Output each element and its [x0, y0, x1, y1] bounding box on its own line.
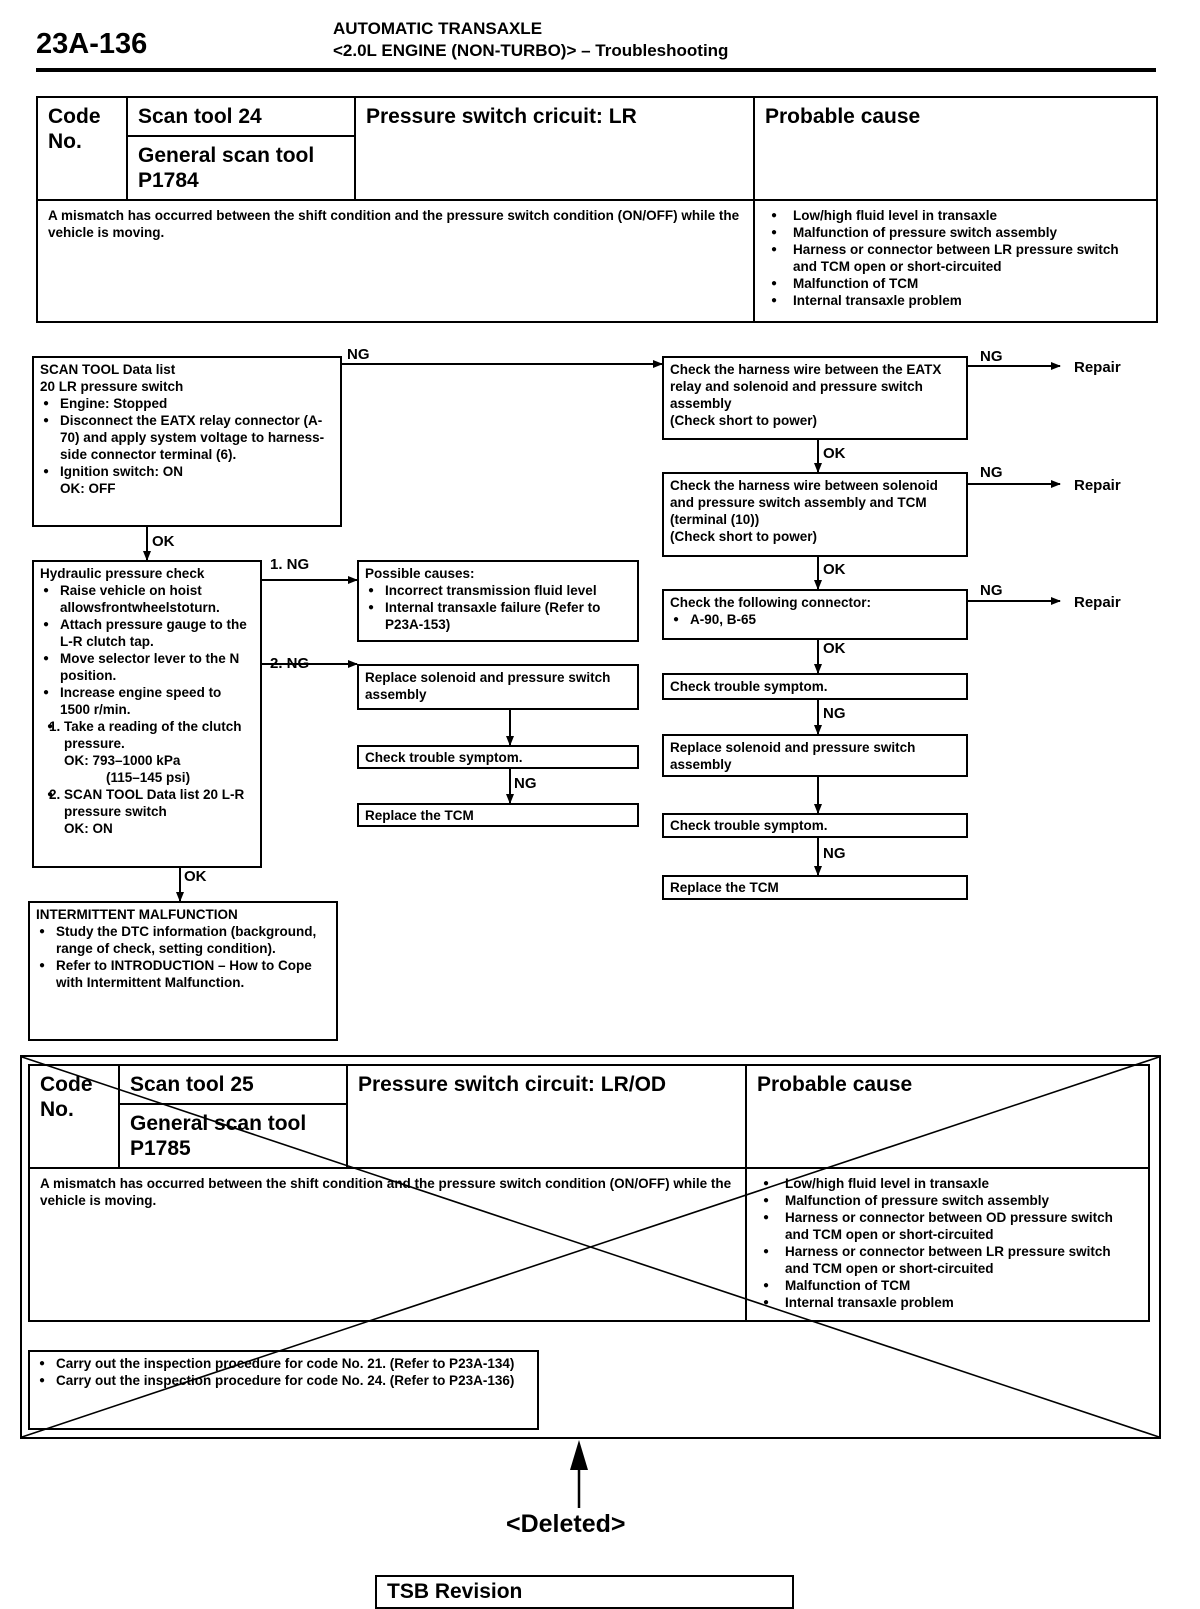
r6-ng-label: NG	[823, 845, 846, 862]
possible-item: ● Incorrect transmission fluid level	[385, 582, 631, 599]
intermittent-title: INTERMITTENT MALFUNCTION	[36, 907, 238, 922]
dtc24-code-label: Code No.	[37, 97, 127, 200]
dtc24-cause: ● Low/high fluid level in transaxle	[793, 207, 1146, 224]
hyd-ok-label: OK	[184, 868, 207, 885]
dtc25-condition: A mismatch has occurred between the shift condition and the pressure switch condition (ON/OFF) while the vehicle is moving.	[29, 1168, 746, 1321]
hyd-ng2-label: 2. NG	[270, 655, 310, 672]
dtc25-cause: ● Internal transaxle problem	[785, 1294, 1138, 1311]
possible-item: ● Internal transaxle failure (Refer to P23A-153)	[385, 599, 631, 633]
r1-ng-label: NG	[980, 348, 1003, 365]
hyd-item: ● Move selector lever to the N position.	[60, 650, 254, 684]
dtc25-procedure: ● Carry out the inspection procedure for code No. 24. (Refer to P23A-136)	[56, 1372, 531, 1389]
hyd-item: ● Raise vehicle on hoist allowsfrontwheelstoturn.	[60, 582, 254, 616]
dtc25-scan-tool: Scan tool 25	[119, 1065, 347, 1104]
hyd-step1-ok: OK: 793–1000 kPa	[64, 753, 181, 768]
dtc25-cause: ● Harness or connector between OD pressure switch and TCM open or short-circuited	[785, 1209, 1138, 1243]
r2-ng-label: NG	[980, 464, 1003, 481]
dtc25-circuit: Pressure switch circuit: LR/OD	[347, 1065, 746, 1168]
dtc24-cause: ● Harness or connector between LR pressure switch and TCM open or short-circuited	[793, 241, 1146, 275]
dtc25-cause: ● Malfunction of pressure switch assembly	[785, 1192, 1138, 1209]
dtc24-scan-tool: Scan tool 24	[127, 97, 355, 136]
r4-ng-label: NG	[823, 705, 846, 722]
r2-text: Check the harness wire between solenoid and pressure switch assembly and TCM (terminal (10))	[670, 478, 938, 527]
possible-title: Possible causes:	[365, 566, 475, 581]
dtc25-cause: ● Low/high fluid level in transaxle	[785, 1175, 1138, 1192]
r1-ok-label: OK	[823, 445, 846, 462]
intermittent-item: ● Refer to INTRODUCTION – How to Cope with Intermittent Malfunction.	[56, 957, 330, 991]
dtc25-procedure: ● Carry out the inspection procedure for code No. 21. (Refer to P23A-134)	[56, 1355, 531, 1372]
dtc24-circuit: Pressure switch cricuit: LR	[355, 97, 754, 200]
r3-repair-label: Repair	[1074, 594, 1121, 611]
scan-item: ● Ignition switch: ON	[60, 463, 334, 480]
dtc24-cause: ● Malfunction of TCM	[793, 275, 1146, 292]
scan-ok-value: OK: OFF	[60, 481, 116, 496]
dtc25-general-scan-tool: General scan tool P1785	[119, 1104, 347, 1168]
r2b-text: (Check short to power)	[670, 529, 818, 544]
hyd-step1-ok2: (115–145 psi)	[106, 770, 191, 785]
dtc24-cause: ● Internal transaxle problem	[793, 292, 1146, 309]
r3-ng-label: NG	[980, 582, 1003, 599]
scan-item: ● Engine: Stopped	[60, 395, 334, 412]
hyd-ng1-label: 1. NG	[270, 556, 310, 573]
header-title-line2: <2.0L ENGINE (NON-TURBO)> – Troubleshooting	[333, 41, 729, 60]
dtc24-probable-cause-title: Probable cause	[754, 97, 1157, 200]
dtc25-probable-cause-title: Probable cause	[746, 1065, 1149, 1168]
r3-item: ● A-90, B-65	[690, 611, 960, 628]
header-title-line1: AUTOMATIC TRANSAXLE	[333, 19, 543, 38]
r3-ok-label: OK	[823, 640, 846, 657]
scan-line2: 20 LR pressure switch	[40, 379, 184, 394]
hyd-title: Hydraulic pressure check	[40, 566, 205, 581]
r3-text: Check the following connector:	[670, 595, 872, 610]
scan-ok-label: OK	[152, 533, 175, 550]
dtc25-cause: ● Harness or connector between LR pressure switch and TCM open or short-circuited	[785, 1243, 1138, 1277]
r5-text: Replace solenoid and pressure switch assembly	[670, 740, 916, 772]
r4-text: Check trouble symptom.	[670, 679, 828, 694]
check-mid-text: Check trouble symptom.	[365, 750, 523, 765]
scan-ng-label: NG	[347, 346, 370, 363]
tcm-mid-text: Replace the TCM	[365, 808, 474, 823]
hyd-step2: SCAN TOOL Data list 20 L-R pressure switch	[64, 787, 245, 819]
hyd-item: ● Increase engine speed to 1500 r/min.	[60, 684, 254, 718]
dtc24-condition: A mismatch has occurred between the shift condition and the pressure switch condition (ON/OFF) while the vehicle is moving.	[37, 200, 754, 322]
intermittent-item: ● Study the DTC information (background, range of check, setting condition).	[56, 923, 330, 957]
hyd-item: ● Attach pressure gauge to the L-R clutch tap.	[60, 616, 254, 650]
replace-mid-text: Replace solenoid and pressure switch assembly	[365, 670, 611, 702]
hyd-step2-ok: OK: ON	[64, 821, 113, 836]
r1b-text: (Check short to power)	[670, 413, 818, 428]
scan-item: ● Disconnect the EATX relay connector (A-70) and apply system voltage to harness-side connector terminal (6).	[60, 412, 334, 463]
deleted-label: <Deleted>	[506, 1510, 626, 1538]
r1-text: Check the harness wire between the EATX relay and solenoid and pressure switch assembly	[670, 362, 942, 411]
r2-repair-label: Repair	[1074, 477, 1121, 494]
dtc24-general-scan-tool: General scan tool P1784	[127, 136, 355, 200]
r7-text: Replace the TCM	[670, 880, 779, 895]
r6-text: Check trouble symptom.	[670, 818, 828, 833]
scan-title: SCAN TOOL Data list	[40, 362, 176, 377]
dtc25-cause: ● Malfunction of TCM	[785, 1277, 1138, 1294]
r1-repair-label: Repair	[1074, 359, 1121, 376]
dtc24-cause: ● Malfunction of pressure switch assembly	[793, 224, 1146, 241]
dtc25-code-label: Code No.	[29, 1065, 119, 1168]
page-number: 23A-136	[36, 28, 148, 60]
r2-ok-label: OK	[823, 561, 846, 578]
hyd-step1: Take a reading of the clutch pressure.	[64, 719, 242, 751]
deleted-arrow-head	[570, 1440, 588, 1470]
check-mid-ng-label: NG	[514, 775, 537, 792]
tsb-revision-box: TSB Revision	[375, 1575, 794, 1609]
